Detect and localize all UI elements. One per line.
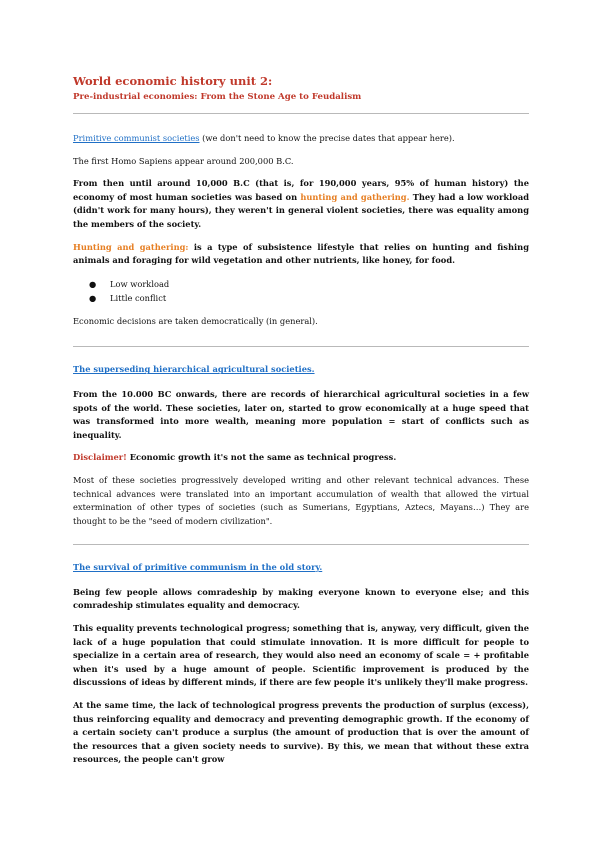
section3-paragraph-3: At the same time, the lack of technological progress prevents the production of surplus (excess), thus reinforcing equality and democracy and preventing demographic growth. If the economy of a certain society can't produce a surplus (the amount of production that is over the amount of the resources that a given society needs to survive). By this, we mean that without these extra resources, the people can't grow (73, 700, 529, 765)
bullet-icon: ● (89, 292, 97, 303)
p2-text-b: They had a low workload (didn't work for many hours), they weren't in general violent societies, there was equality among the members of the society. (73, 191, 529, 229)
section2-disclaimer (73, 451, 529, 465)
document-title: World economic history unit 2: (73, 74, 273, 88)
disclaimer-label: Disclaimer! (73, 452, 127, 463)
list-item-text: Little conflict (110, 292, 167, 303)
document-page (73, 74, 529, 767)
hunting-gathering-term: Hunting and gathering: (73, 241, 189, 252)
section-divider (73, 544, 529, 545)
section3-heading-paragraph (73, 561, 529, 575)
list-item (73, 277, 529, 291)
section2-heading-paragraph (73, 363, 529, 377)
list-item (73, 291, 529, 305)
disclaimer-text: Economic growth it's not the same as technical progress. (126, 452, 397, 463)
list-item-text: Low workload (110, 278, 170, 289)
section1-heading-note: (we don't need to know the precise dates that appear here). (199, 133, 455, 143)
section-divider (73, 113, 529, 114)
document-subtitle: Pre-industrial economies: From the Stone Age to Feudalism (73, 92, 362, 102)
section3-paragraph-1: Being few people allows comradeship by making everyone known to everyone else; and this comradeship stimulates equality and democracy. (73, 586, 529, 611)
bullet-icon: ● (89, 278, 97, 289)
p3-text: is a type of subsistence lifestyle that relies on hunting and fishing animals and foraging for wild vegetation and other nutrients, like honey, for food. (73, 241, 530, 266)
p2-text-a: From then until around 10,000 B.C (that is, for 190,000 years, 95% of human history) the economy of most human societies was based on (73, 178, 529, 202)
section1-heading-link[interactable]: Primitive communist societies (73, 133, 200, 143)
section1-paragraph-2 (73, 177, 529, 231)
section2-heading-link[interactable]: The superseding hierarchical agricultural societies. (73, 364, 315, 375)
section1-paragraph-3 (73, 241, 529, 268)
section1-paragraph-1: The first Homo Sapiens appear around 200,000 B.C. (73, 155, 294, 166)
section2-paragraph-2: Most of these societies progressively developed writing and other relevant technical advances. These technical advances were translated into an important accumulation of wealth that allowed the virtual extermination of other types of societies (such as Sumerians, Egyptians, Aztecs, Mayans…) They are thought to be the "seed of modern civilization". (73, 474, 529, 526)
section1-bullet-list (73, 277, 529, 305)
hunting-gathering-highlight: hunting and gathering. (300, 191, 410, 202)
section3-heading-link[interactable]: The survival of primitive communism in the old story. (73, 562, 323, 573)
section3-paragraph-2: This equality prevents technological progress; something that is, anyway, very difficult, given the lack of a huge population that could stimulate innovation. It is more difficult for people to specialize in a certain area of research, they would also need an economy of scale = + profitable when it's used by a huge amount of people. Scientific improvement is produced by the discussions of ideas by different minds, if there are few people it's unlikely they'll make progress. (73, 623, 529, 688)
section1-heading-paragraph (73, 132, 529, 146)
section-divider (73, 346, 529, 347)
section1-paragraph-4: Economic decisions are taken democratically (in general). (73, 315, 318, 326)
section2-paragraph-1: From the 10.000 BC onwards, there are records of hierarchical agricultural societies in a few spots of the world. These societies, later on, started to grow economically at a huge speed that was transformed into more wealth, meaning more population = start of conflicts such as inequality. (73, 388, 529, 440)
